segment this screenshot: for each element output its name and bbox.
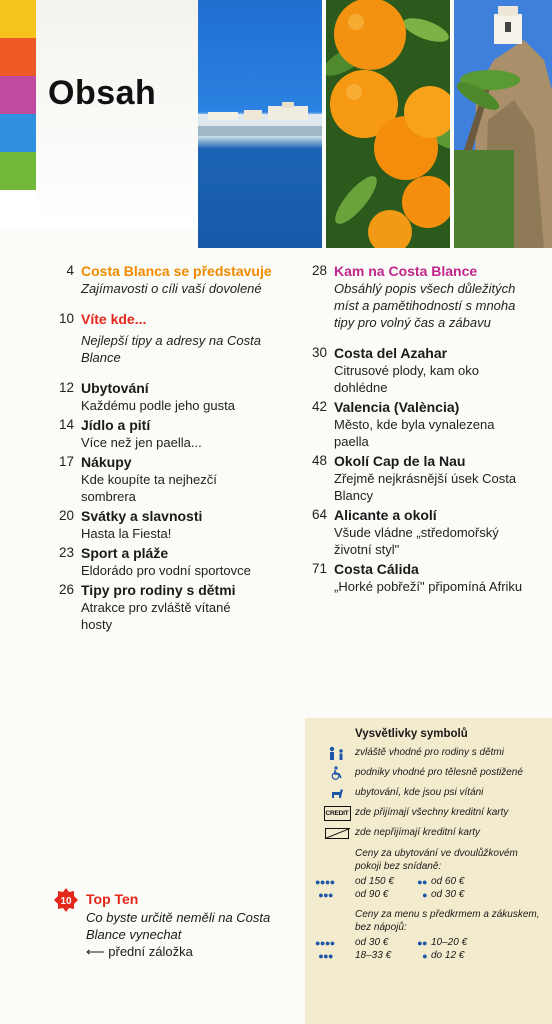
price-value: od 30 €: [431, 889, 465, 900]
toc-title: Svátky a slavnosti: [81, 508, 203, 524]
hotel-prices: [315, 847, 544, 900]
price-value: od 30 €: [355, 937, 389, 948]
toc-title: Ubytování: [81, 380, 149, 396]
legend-text: zvláště vhodné pro rodiny s dětmi: [355, 747, 504, 758]
photo-harbor: [198, 0, 322, 248]
toc-entry[interactable]: [50, 454, 290, 505]
toc-title: Costa del Azahar: [334, 345, 448, 361]
legend-text: zde nepřijímají kreditní karty: [355, 827, 481, 838]
page-number: 20: [58, 508, 74, 523]
page-number: 48: [311, 453, 327, 468]
top-ten-link-label: přední záložka: [108, 944, 193, 959]
dog-icon: [325, 786, 349, 800]
page-number: 12: [58, 380, 74, 395]
toc-entry[interactable]: [50, 263, 290, 297]
top-ten-link[interactable]: [86, 943, 193, 960]
rating-dots: ●●: [417, 876, 427, 887]
toc-entry[interactable]: [50, 417, 290, 451]
toc-entry[interactable]: [50, 311, 290, 366]
hotel-price-caption: Ceny za ubytování ve dvoulůžkovém pokoji bez snídaně:: [355, 848, 518, 872]
toc-title: Alicante a okolí: [334, 507, 437, 523]
toc-entry[interactable]: [50, 545, 290, 579]
toc-entry[interactable]: [50, 582, 290, 633]
credit-card-label: CREDIT: [324, 806, 351, 821]
page-number: 42: [311, 399, 327, 414]
toc-right-column: [303, 263, 543, 598]
photo-castle-rock: [454, 0, 552, 248]
price-value: 10–20 €: [431, 937, 468, 948]
page-number: 28: [311, 263, 327, 278]
page-number: 30: [311, 345, 327, 360]
toc-desc: „Horké pobřeží" připomíná Afriku: [334, 579, 523, 594]
toc-desc: Každému podle jeho gusta: [81, 398, 235, 413]
toc-entry[interactable]: [303, 263, 543, 331]
page-number: 26: [58, 582, 74, 597]
toc-entry[interactable]: [303, 399, 543, 450]
header-background: [36, 0, 198, 228]
menu-price-caption: Ceny za menu s předkrmem a zákuskem, bez nápojů:: [355, 909, 540, 933]
price-value: od 150 €: [355, 876, 394, 887]
page-number: 4: [66, 263, 74, 278]
legend-title: Vysvětlivky symbolů: [355, 728, 468, 740]
toc-title: Nákupy: [81, 454, 132, 470]
wheelchair-icon: [325, 766, 349, 780]
toc-desc: Nejlepší tipy a adresy na Costa Blance: [81, 333, 261, 365]
arrow-left-icon: ⟵: [86, 944, 105, 959]
family-icon: [325, 746, 349, 760]
rating-dots: ●●●●: [315, 937, 335, 948]
page-title: Obsah: [48, 74, 157, 112]
toc-left-column: [50, 263, 290, 636]
toc-desc: Zřejmě nejkrásnější úsek Costa Blancy: [334, 471, 517, 503]
toc-desc: Všude vládne „středomořský životní styl": [334, 525, 499, 557]
photo-oranges: [326, 0, 450, 248]
toc-desc: Více než jen paella...: [81, 435, 202, 450]
rating-dots: ●●●: [318, 950, 333, 961]
toc-desc: Město, kde byla vynalezena paella: [334, 417, 495, 449]
top-ten-badge-icon: [54, 888, 78, 912]
toc-desc: Obsáhlý popis všech důležitých míst a pamětihodností s mnoha tipy pro volný čas a zábavu: [334, 281, 516, 330]
color-stripe: [0, 0, 36, 228]
legend-item: [315, 806, 544, 819]
toc-title: Costa Blanca se představuje: [81, 263, 272, 279]
toc-desc: Zajímavosti o cíli vaší dovolené: [81, 281, 262, 296]
page-number: 10: [58, 311, 74, 326]
toc-entry[interactable]: [50, 380, 290, 414]
toc-desc: Atrakce pro zvláště vítané hosty: [81, 600, 231, 632]
toc-title: Sport a pláže: [81, 545, 169, 561]
toc-entry[interactable]: [50, 508, 290, 542]
top-ten-badge-number: 10: [60, 896, 72, 907]
top-ten-desc: Co byste určitě neměli na Costa Blance vynechat: [86, 910, 271, 942]
toc-title: Costa Cálida: [334, 561, 419, 577]
price-value: do 12 €: [431, 950, 465, 961]
toc-title: Tipy pro rodiny s dětmi: [81, 582, 236, 598]
legend-item: [315, 826, 544, 839]
toc-desc: Kde koupíte ta nejhezčí sombrera: [81, 472, 217, 504]
toc-desc: Citrusové plody, kam oko dohlédne: [334, 363, 479, 395]
price-value: od 60 €: [431, 876, 465, 887]
legend-text: zde přijímají všechny kreditní karty: [355, 807, 509, 818]
toc-title: Valencia (València): [334, 399, 460, 415]
toc-entry[interactable]: [303, 507, 543, 558]
page-number: 23: [58, 545, 74, 560]
symbol-legend: [305, 718, 552, 1024]
credit-card-icon: [325, 806, 349, 820]
page-number: 17: [58, 454, 74, 469]
toc-entry[interactable]: [303, 345, 543, 396]
rating-dots: ●●●: [318, 889, 333, 900]
toc-title: Víte kde...: [81, 311, 147, 327]
rating-dots: ●: [422, 889, 427, 900]
price-value: 18–33 €: [355, 950, 392, 961]
legend-item: [315, 786, 544, 799]
toc-desc: Eldorádo pro vodní sportovce: [81, 563, 251, 578]
menu-prices: [315, 908, 544, 961]
toc-desc: Hasta la Fiesta!: [81, 526, 172, 541]
no-card-icon: [325, 826, 349, 840]
legend-text: podniky vhodné pro tělesně postižené: [355, 767, 523, 778]
legend-text: ubytování, kde jsou psi vítáni: [355, 787, 484, 798]
toc-title: Jídlo a pití: [81, 417, 151, 433]
rating-dots: ●●: [417, 937, 427, 948]
legend-item: [315, 746, 544, 759]
toc-entry[interactable]: [303, 561, 543, 595]
top-ten-title: Top Ten: [86, 891, 139, 907]
toc-title: Okolí Cap de la Nau: [334, 453, 466, 469]
price-value: od 90 €: [355, 889, 389, 900]
page-number: 14: [58, 417, 74, 432]
legend-item: [315, 766, 544, 779]
page-number: 71: [311, 561, 327, 576]
rating-dots: ●●●●: [315, 876, 335, 887]
page-number: 64: [311, 507, 327, 522]
rating-dots: ●: [422, 950, 427, 961]
toc-entry[interactable]: [303, 453, 543, 504]
toc-title: Kam na Costa Blance: [334, 263, 478, 279]
